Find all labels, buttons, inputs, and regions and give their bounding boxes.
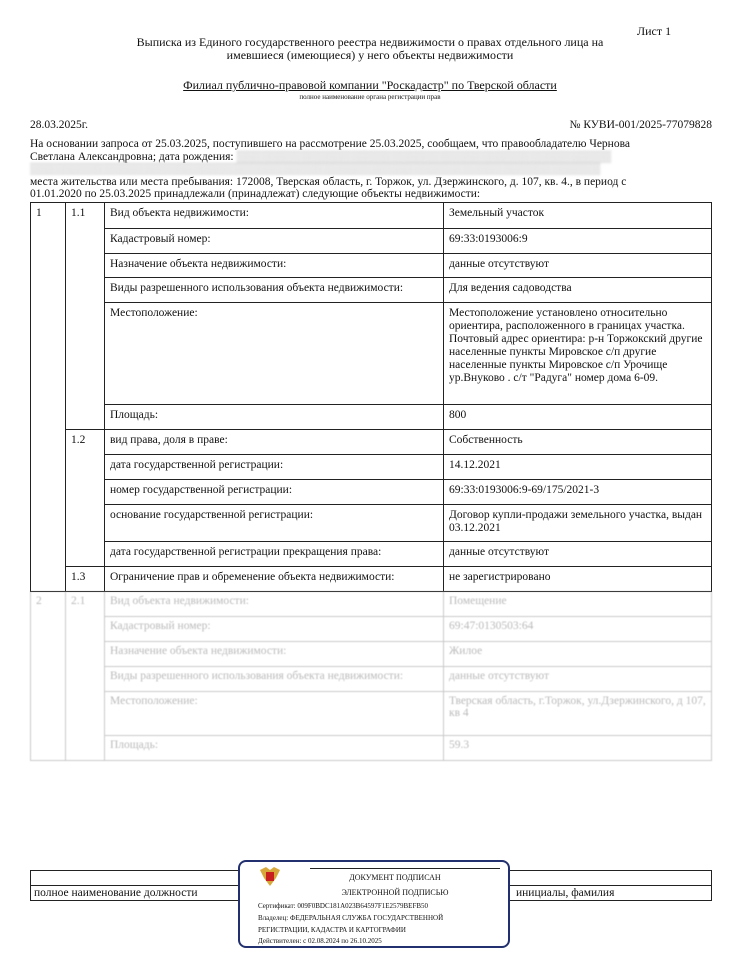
field-label: Местоположение:	[105, 692, 444, 736]
field-label: Ограничение прав и обременение объекта недвижимости:	[105, 567, 444, 592]
table-row	[31, 505, 712, 542]
object-number: 2	[31, 592, 66, 761]
field-value: Жилое	[444, 642, 712, 667]
seal-owner: Владелец: ФЕДЕРАЛЬНАЯ СЛУЖБА ГОСУДАРСТВЕННОЙ	[258, 914, 444, 922]
table-row	[31, 642, 712, 667]
intro-line: места жительства или места пребывания: 172008, Тверская область, г. Торжок, ул. Дзержинского, д. 107, кв. 4., в период с	[30, 175, 627, 188]
title-line: Выписка из Единого государственного реестра недвижимости о правах отдельного лица на	[136, 35, 604, 49]
field-label: Вид объекта недвижимости:	[105, 203, 444, 229]
section-number: 1.1	[66, 203, 105, 430]
object-number: 1	[31, 203, 66, 592]
table-row	[31, 567, 712, 592]
table-row	[31, 692, 712, 736]
field-label: Назначение объекта недвижимости:	[105, 254, 444, 278]
field-value: 69:33:0193006:9-69/175/2021-3	[444, 480, 712, 505]
table-row	[31, 542, 712, 567]
electronic-signature-stamp	[238, 860, 510, 948]
section-number: 1.3	[66, 567, 105, 592]
seal-owner: РЕГИСТРАЦИИ, КАДАСТРА И КАРТОГРАФИИ	[258, 926, 406, 934]
blank-cell	[486, 871, 712, 886]
field-label: Площадь:	[105, 736, 444, 761]
seal-validity: Действителен: с 02.08.2024 по 26.10.2025	[258, 937, 382, 945]
section-number: 2.1	[66, 592, 105, 761]
redacted-text: ▒▒▒▒▒▒▒▒▒▒▒▒▒▒▒▒▒▒▒▒▒▒▒▒▒▒▒▒▒▒▒▒▒▒▒▒▒▒▒▒▒▒▒▒▒▒	[233, 150, 612, 163]
intro-line: 01.01.2020 по 25.03.2025 принадлежали (принадлежат) следующие объекты недвижимости:	[30, 188, 481, 200]
coat-of-arms-icon	[258, 864, 282, 888]
field-label: дата государственной регистрации прекращения права:	[105, 542, 444, 567]
org-name: Филиал публично-правовой компании "Роскадастр" по Тверской области	[183, 78, 557, 92]
section-number: 1.2	[66, 430, 105, 567]
table-row	[31, 229, 712, 254]
table-row	[31, 617, 712, 642]
field-value: 69:33:0193006:9	[444, 229, 712, 254]
table-row	[31, 254, 712, 278]
field-value: данные отсутствуют	[444, 667, 712, 692]
table-row	[31, 480, 712, 505]
field-label: Кадастровый номер:	[105, 229, 444, 254]
field-label: Местоположение:	[105, 303, 444, 405]
field-value: Тверская область, г.Торжок, ул.Дзержинского, д 107, кв 4	[444, 692, 712, 736]
field-label: Площадь:	[105, 405, 444, 430]
field-label: Назначение объекта недвижимости:	[105, 642, 444, 667]
doc-date: 28.03.2025г.	[30, 119, 89, 131]
table-row	[31, 203, 712, 229]
object-table	[30, 202, 712, 592]
field-value: Для ведения садоводства	[444, 278, 712, 303]
redacted-text: ▒▒▒▒▒▒▒▒▒▒▒▒▒▒▒▒▒▒▒▒▒▒▒▒▒▒▒▒▒▒▒▒▒▒▒▒▒▒▒▒▒▒▒▒▒▒▒▒▒▒▒▒▒▒▒▒▒▒▒▒▒▒▒▒▒▒▒▒▒▒	[30, 163, 601, 175]
field-label: номер государственной регистрации:	[105, 480, 444, 505]
field-label: вид права, доля в праве:	[105, 430, 444, 455]
field-value: не зарегистрировано	[444, 567, 712, 592]
intro-text-part: Светлана Александровна; дата рождения:	[30, 150, 234, 163]
intro-line	[30, 151, 720, 164]
field-value: Собственность	[444, 430, 712, 455]
field-value: 14.12.2021	[444, 455, 712, 480]
table-row	[31, 667, 712, 692]
intro-text	[30, 138, 720, 201]
table-row	[31, 455, 712, 480]
ghosted-object-table	[30, 591, 712, 753]
field-value: данные отсутствуют	[444, 254, 712, 278]
org-caption: полное наименование органа регистрации прав	[299, 93, 441, 101]
seal-subtitle: ЭЛЕКТРОННОЙ ПОДПИСЬЮ	[341, 888, 449, 897]
field-label: дата государственной регистрации:	[105, 455, 444, 480]
field-value: 800	[444, 405, 712, 430]
field-label: Кадастровый номер:	[105, 617, 444, 642]
field-value: Договор купли-продажи земельного участка, выдан 03.12.2021	[444, 505, 712, 542]
seal-title: ДОКУМЕНТ ПОДПИСАН	[349, 873, 441, 882]
field-label: Виды разрешенного использования объекта недвижимости:	[105, 278, 444, 303]
table-row	[31, 592, 712, 617]
doc-number: № КУВИ-001/2025-77079828	[569, 119, 712, 131]
table-row	[31, 736, 712, 761]
seal-certificate: Сертификат: 009F0BDC181A023B64597F1E2579BEFB50	[258, 902, 429, 910]
title-line: имевшиеся (имеющиеся) у него объекты недвижимости	[226, 48, 514, 62]
field-label: Вид объекта недвижимости:	[105, 592, 444, 617]
table-row	[31, 303, 712, 405]
sheet-number: Лист 1	[637, 24, 672, 38]
field-value: данные отсутствуют	[444, 542, 712, 567]
field-value: Земельный участок	[444, 203, 712, 229]
intro-line: На основании запроса от 25.03.2025, поступившего на рассмотрение 25.03.2025, сообщаем, что правообладателю Чернова	[30, 138, 630, 150]
table-row	[31, 405, 712, 430]
position-caption: полное наименование должности	[31, 886, 316, 901]
document-title	[100, 36, 640, 62]
field-value: 69:47:0130503:64	[444, 617, 712, 642]
table-row	[31, 430, 712, 455]
field-label: Виды разрешенного использования объекта недвижимости:	[105, 667, 444, 692]
field-value: Помещение	[444, 592, 712, 617]
initials-caption: инициалы, фамилия	[486, 886, 712, 901]
table-row	[31, 278, 712, 303]
field-value: 59.3	[444, 736, 712, 761]
field-label: основание государственной регистрации:	[105, 505, 444, 542]
field-value: Местоположение установлено относительно ориентира, расположенного в границах участка. Почтовый адрес ориентира: р-н Торжокский другие населенные пункты Мировское с/п другие населенные пункты Мировское с/п Урочище ур.Внуково . с/т "Радуга" номер дома 6-09.	[444, 303, 712, 405]
